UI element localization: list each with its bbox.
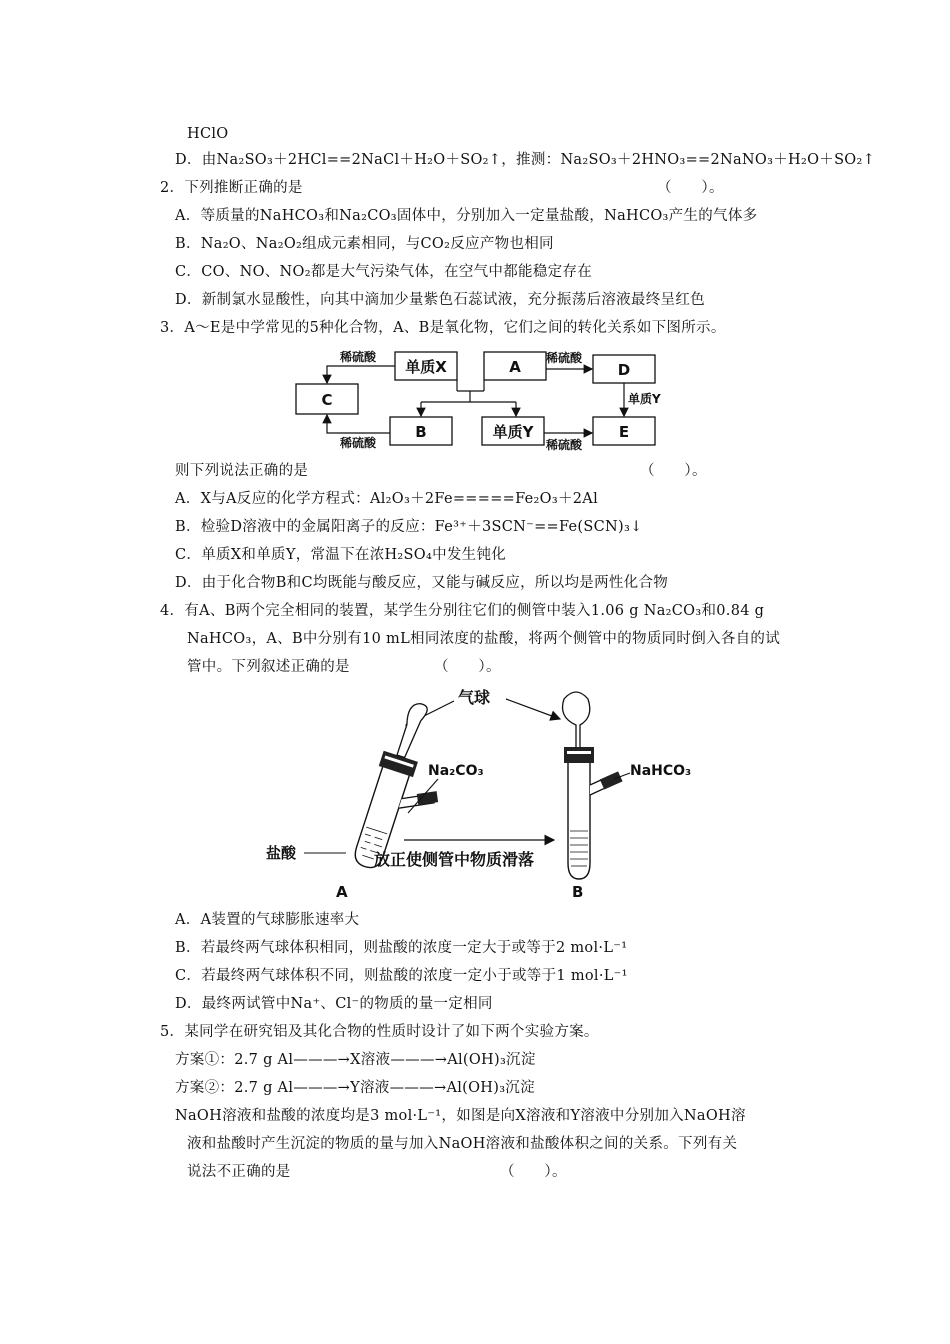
q3-option-c: C．单质X和单质Y，常温下在浓H₂SO₄中发生钝化 (175, 547, 507, 563)
label-dilute-acid-4: 稀硫酸 (546, 438, 583, 452)
q1-d-equation-2: Na₂SO₃＋2HNO₃==2NaNO₃＋H₂O＋SO₂↑ (560, 152, 876, 168)
tube-a-balloon (395, 701, 428, 760)
pointer-balloon-b (506, 699, 560, 719)
q3-conversion-diagram (290, 345, 670, 453)
q4-stem-line-1: 4．有A、B两个完全相同的装置，某学生分别往它们的侧管中装入1.06 g Na₂CO₃和0.84 g (160, 603, 765, 619)
label-dilute-acid-2: 稀硫酸 (546, 351, 583, 365)
label-nahco3: NaHCO₃ (630, 763, 692, 779)
box-compound-b-label: B (415, 423, 427, 441)
tube-b-body (568, 763, 590, 879)
q4-option-d: D．最终两试管中Na⁺、Cl⁻的物质的量一定相同 (175, 996, 493, 1012)
q2-option-b: B．Na₂O、Na₂O₂组成元素相同，与CO₂反应产物也相同 (175, 236, 554, 252)
q3-option-b: B．检验D溶液中的金属阳离子的反应：Fe³⁺＋3SCN⁻==Fe(SCN)₃↓ (175, 519, 643, 535)
q1-d-prefix: D．由 (175, 152, 217, 168)
label-na2co3: Na₂CO₃ (428, 763, 484, 779)
q4-stem-line-3: 管中。下列叙述正确的是 (187, 659, 350, 675)
q2-option-a: A．等质量的NaHCO₃和Na₂CO₃固体中，分别加入一定量盐酸，NaHCO₃产生的气体多 (175, 208, 758, 224)
box-compound-a-label: A (509, 358, 521, 376)
label-balloon: 气球 (458, 688, 491, 707)
arrow-x-to-c (327, 366, 395, 383)
q5-plan-2: 方案②：2.7 g Al———→Y溶液———→Al(OH)₃沉淀 (175, 1080, 535, 1096)
label-hydrochloric-acid: 盐酸 (266, 844, 297, 862)
label-dilute-acid-3: 稀硫酸 (340, 436, 377, 450)
box-element-y-label: 单质Y (492, 423, 534, 441)
q3-stem: 3．A～E是中学常见的5种化合物，A、B是氧化物，它们之间的转化关系如下图所示。 (160, 320, 726, 336)
box-element-x-label: 单质X (405, 358, 447, 376)
q5-desc-line-2: 液和盐酸时产生沉淀的物质的量与加入NaOH溶液和盐酸体积之间的关系。下列有关 (187, 1136, 738, 1152)
arrow-b-to-c (327, 415, 390, 433)
q2-option-d: D．新制氯水显酸性，向其中滴加少量紫色石蕊试液，充分振荡后溶液最终呈红色 (175, 292, 705, 308)
q3-lead: 则下列说法正确的是 (175, 463, 309, 479)
q4-stem-line-2: NaHCO₃，A、B中分别有10 mL相同浓度的盐酸，将两个侧管中的物质同时倒入各自的试 (187, 631, 781, 647)
box-compound-e-label: E (618, 423, 630, 441)
box-compound-d-label: D (617, 361, 631, 379)
q4-apparatus-figure (258, 683, 708, 905)
q4-answer-paren: （ ）。 (434, 659, 501, 675)
label-apparatus-b: B (572, 883, 584, 901)
q5-desc-line-3: 说法不正确的是 (187, 1164, 291, 1180)
q5-desc-line-1: NaOH溶液和盐酸的浓度均是3 mol·L⁻¹，如图是向X溶液和Y溶液中分别加入NaOH溶 (175, 1108, 746, 1124)
tube-b-stopper (564, 747, 594, 763)
label-apparatus-a: A (336, 883, 348, 901)
q2-answer-paren: （ ）。 (657, 180, 724, 196)
q3-option-a: A．X与A反应的化学方程式：Al₂O₃＋2Fe=====Fe₂O₃＋2Al (175, 491, 599, 507)
q5-plan-1: 方案①：2.7 g Al———→X溶液———→Al(OH)₃沉淀 (175, 1052, 536, 1068)
q1-hclo-text: HClO (187, 126, 229, 142)
q1-option-d (175, 150, 875, 170)
q5-answer-paren: （ ）。 (500, 1164, 567, 1180)
q1-d-equation-1: Na₂SO₃＋2HCl==2NaCl＋H₂O＋SO₂↑ (216, 152, 502, 168)
q3-option-d: D．由于化合物B和C均既能与酸反应，又能与碱反应，所以均是两性化合物 (175, 575, 669, 591)
q3-answer-paren: （ ）。 (640, 463, 707, 479)
label-dilute-acid-1: 稀硫酸 (340, 350, 377, 364)
q2-stem: 2．下列推断正确的是 (160, 180, 303, 196)
q2-option-c: C．CO、NO、NO₂都是大气污染气体，在空气中都能稳定存在 (175, 264, 593, 280)
q1-d-middle: ，推测： (501, 152, 561, 168)
box-compound-c-label: C (321, 391, 333, 409)
q4-option-a: A．A装置的气球膨胀速率大 (175, 912, 360, 928)
label-element-y: 单质Y (628, 392, 661, 406)
tube-b-balloon (563, 692, 590, 749)
q4-option-c: C．若最终两气球体积不同，则盐酸的浓度一定小于或等于1 mol·L⁻¹ (175, 968, 628, 984)
q5-stem: 5．某同学在研究铝及其化合物的性质时设计了如下两个实验方案。 (160, 1024, 599, 1040)
caption-tilt-upright: 放正使侧管中物质滑落 (374, 850, 535, 869)
q4-option-b: B．若最终两气球体积相同，则盐酸的浓度一定大于或等于2 mol·L⁻¹ (175, 940, 628, 956)
